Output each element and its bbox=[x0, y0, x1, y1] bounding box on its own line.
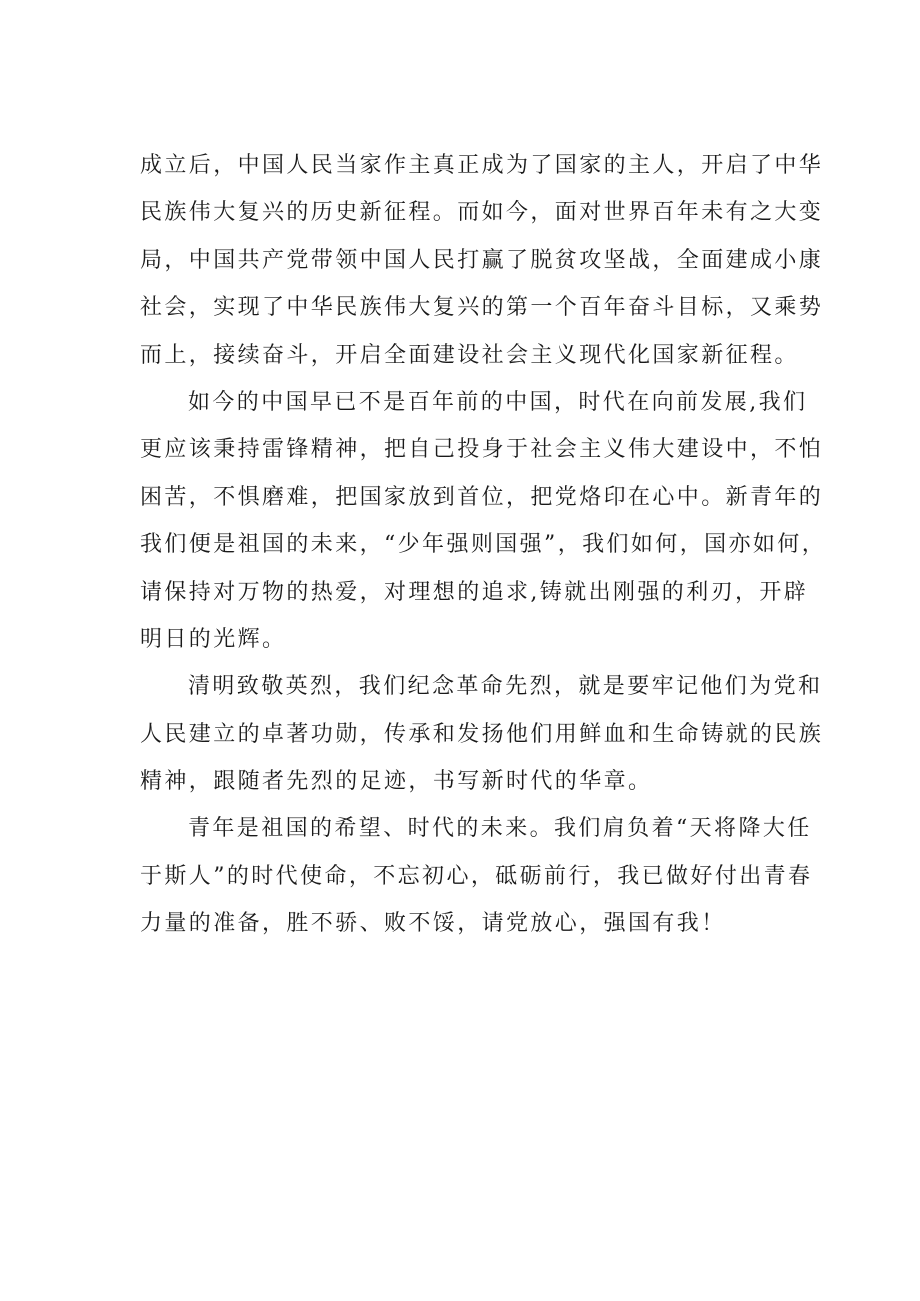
text-line: 更应该秉持雷锋精神，把自己投身于社会主义伟大建设中，不怕 bbox=[140, 437, 824, 463]
text-line: 请保持对万物的热爱，对理想的追求,铸就出刚强的利刃，开辟 bbox=[140, 579, 809, 605]
text-line: 力量的准备，胜不骄、败不馁，请党放心，强国有我！ bbox=[140, 911, 726, 937]
text-line: 局，中国共产党带领中国人民打赢了脱贫攻坚战，全面建成小康 bbox=[140, 247, 824, 273]
paragraph-3 bbox=[140, 667, 824, 802]
paragraph-1 bbox=[140, 146, 824, 376]
text-line: 民族伟大复兴的历史新征程。而如今，面对世界百年未有之大变 bbox=[140, 200, 824, 226]
text-line: 于斯人”的时代使命，不忘初心，砥砺前行，我已做好付出青春 bbox=[140, 863, 813, 889]
text-line: 精神，跟随者先烈的足迹，书写新时代的华章。 bbox=[140, 769, 653, 795]
text-line: 青年是祖国的希望、时代的未来。我们肩负着“天将降大任 bbox=[188, 816, 812, 842]
text-line: 清明致敬英烈，我们纪念革命先烈，就是要牢记他们为党和 bbox=[188, 674, 823, 700]
paragraph-4 bbox=[140, 809, 813, 944]
text-line: 人民建立的卓著功勋，传承和发扬他们用鲜血和生命铸就的民族 bbox=[140, 721, 824, 747]
text-line: 而上，接续奋斗，开启全面建设社会主义现代化国家新征程。 bbox=[140, 342, 799, 368]
text-line: 成立后，中国人民当家作主真正成为了国家的主人，开启了中华 bbox=[140, 153, 824, 178]
body-text bbox=[140, 146, 827, 952]
paragraph-2 bbox=[140, 383, 827, 660]
text-line: 如今的中国早已不是百年前的中国，时代在向前发展,我们 bbox=[188, 389, 808, 415]
text-line: 明日的光辉。 bbox=[140, 626, 287, 652]
text-line: 社会，实现了中华民族伟大复兴的第一个百年奋斗目标，又乘势 bbox=[140, 295, 824, 321]
text-line: 困苦，不惧磨难，把国家放到首位，把党烙印在心中。新青年的 bbox=[140, 484, 824, 510]
text-line: 我们便是祖国的未来，“少年强则国强”，我们如何，国亦如何， bbox=[140, 532, 827, 558]
